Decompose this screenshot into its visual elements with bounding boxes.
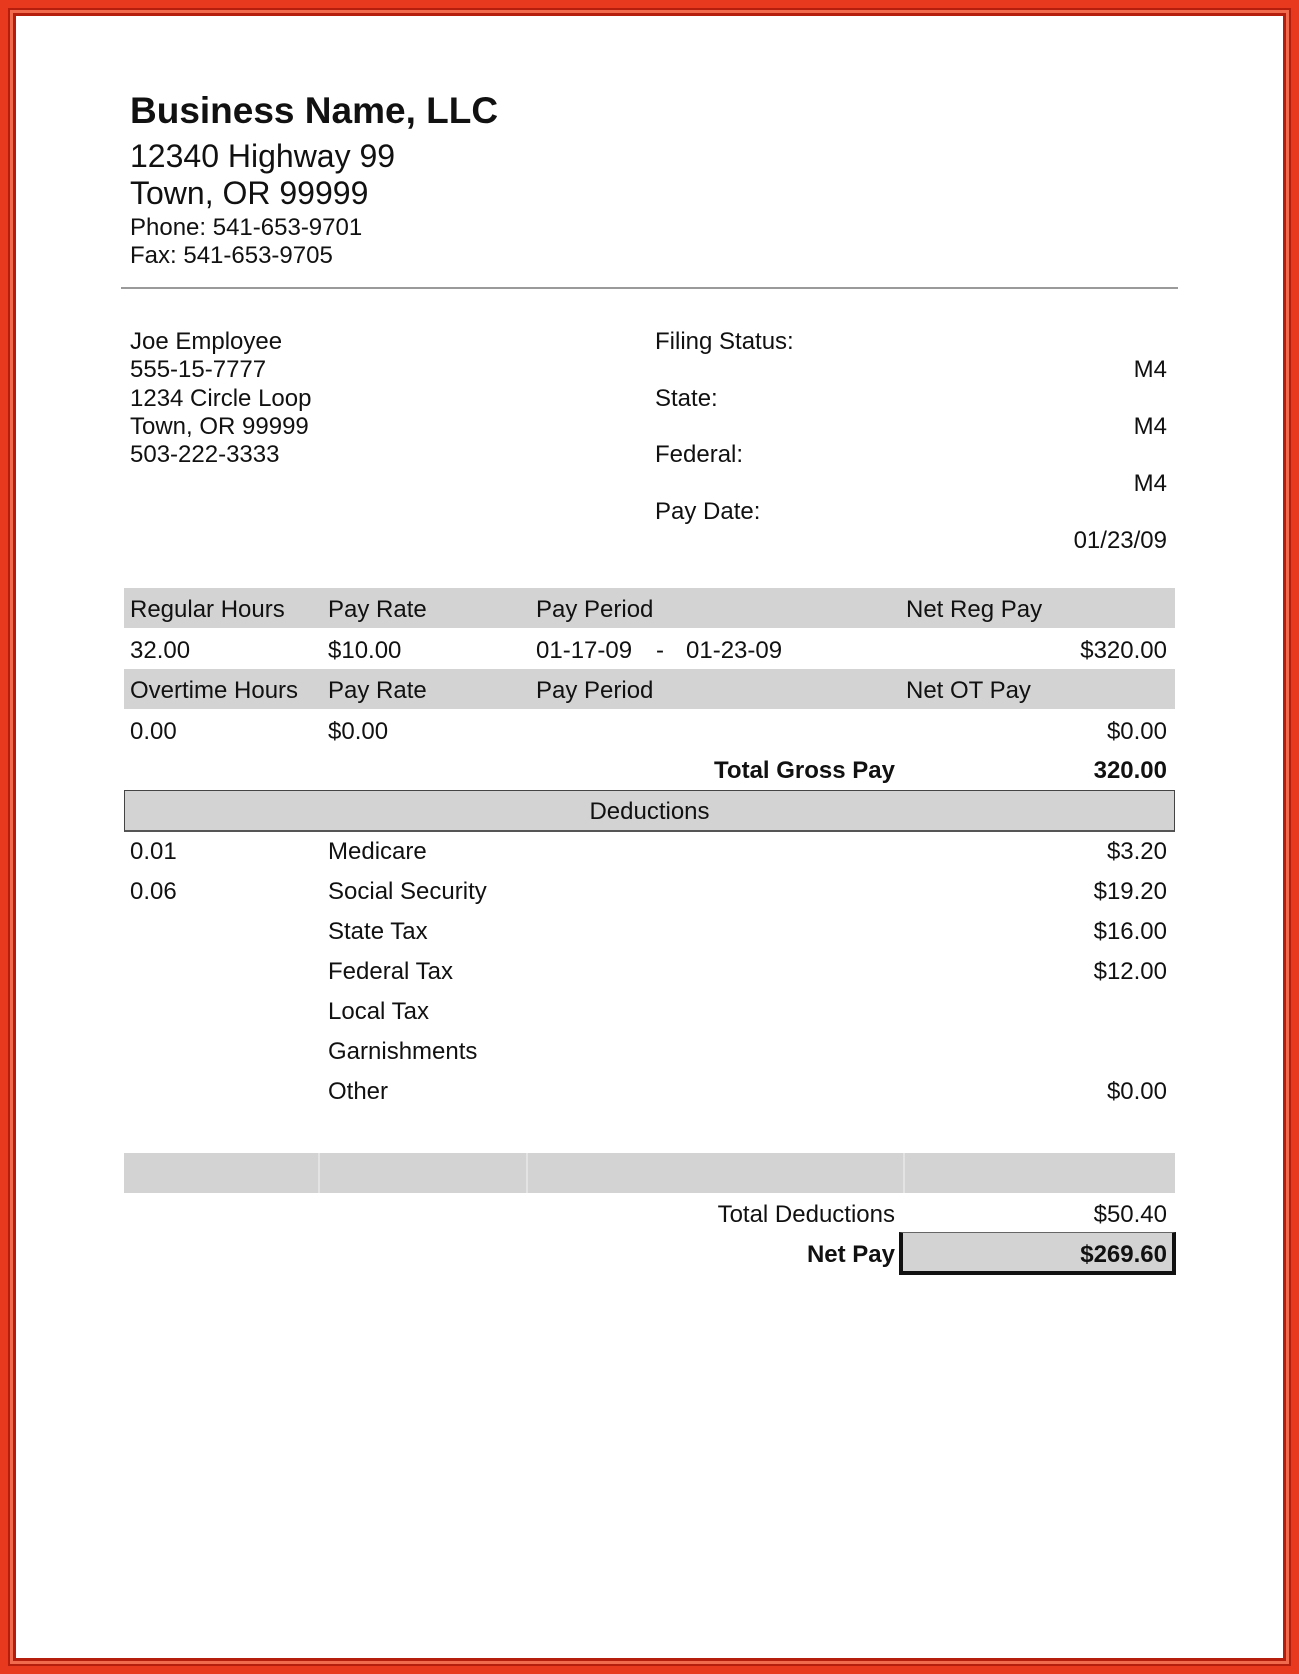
business-address-line2: Town, OR 99999: [130, 175, 369, 211]
total-gross-pay-label: Total Gross Pay: [714, 757, 895, 784]
regular-pay-rate-header: Pay Rate: [328, 596, 427, 623]
federal-tax-label: Federal Tax: [328, 958, 453, 985]
overtime-pay-period-header: Pay Period: [536, 677, 654, 704]
total-deductions-label: Total Deductions: [717, 1201, 895, 1228]
net-reg-pay-value: $320.00: [1080, 637, 1167, 664]
deductions-title: Deductions: [589, 798, 710, 825]
total-gross-pay-value: 320.00: [1093, 757, 1167, 784]
local-tax-label: Local Tax: [328, 998, 429, 1025]
pay-date-label: Pay Date:: [655, 498, 761, 525]
net-ot-pay-header: Net OT Pay: [906, 677, 1031, 704]
federal-tax-amount: $12.00: [1093, 958, 1167, 985]
filing-status-value: M4: [1133, 356, 1167, 383]
employee-ssn: 555-15-7777: [130, 356, 267, 383]
state-label: State:: [655, 385, 718, 412]
overtime-pay-rate-value: $0.00: [328, 718, 389, 745]
state-tax-amount: $16.00: [1093, 918, 1167, 945]
medicare-amount: $3.20: [1106, 838, 1167, 865]
pay-date-value: 01/23/09: [1073, 527, 1167, 554]
other-label: Other: [328, 1078, 389, 1105]
pay-period-start: 01-17-09: [536, 637, 633, 664]
regular-pay-period-header: Pay Period: [536, 596, 654, 623]
business-address-line1: 12340 Highway 99: [130, 138, 396, 174]
employee-name: Joe Employee: [130, 328, 283, 355]
employee-phone: 503-222-3333: [130, 441, 280, 468]
social-security-label: Social Security: [328, 878, 487, 905]
employee-address-line2: Town, OR 99999: [130, 413, 309, 440]
social-security-rate: 0.06: [130, 878, 177, 905]
regular-pay-rate-value: $10.00: [328, 637, 402, 664]
federal-value: M4: [1133, 470, 1167, 497]
business-name: Business Name, LLC: [130, 90, 499, 131]
pay-period-end: 01-23-09: [686, 637, 783, 664]
state-tax-label: State Tax: [328, 918, 428, 945]
filing-status-label: Filing Status:: [655, 328, 794, 355]
business-phone: Phone: 541-653-9701: [130, 214, 363, 241]
medicare-label: Medicare: [328, 838, 427, 865]
federal-label: Federal:: [655, 441, 744, 468]
overtime-pay-rate-header: Pay Rate: [328, 677, 427, 704]
total-deductions-value: $50.40: [1093, 1201, 1167, 1228]
employee-address-line1: 1234 Circle Loop: [130, 385, 312, 412]
social-security-amount: $19.20: [1093, 878, 1167, 905]
overtime-hours-header: Overtime Hours: [130, 677, 299, 704]
medicare-rate: 0.01: [130, 838, 177, 865]
garnishments-label: Garnishments: [328, 1038, 478, 1065]
state-value: M4: [1133, 413, 1167, 440]
regular-hours-value: 32.00: [130, 637, 191, 664]
net-pay-value: $269.60: [1080, 1241, 1167, 1268]
business-fax: Fax: 541-653-9705: [130, 242, 333, 269]
net-pay-label: Net Pay: [806, 1241, 895, 1268]
net-ot-pay-value: $0.00: [1106, 718, 1167, 745]
other-amount: $0.00: [1106, 1078, 1167, 1105]
pay-period-separator: -: [656, 637, 664, 664]
regular-hours-header: Regular Hours: [130, 596, 285, 623]
overtime-hours-value: 0.00: [130, 718, 177, 745]
net-reg-pay-header: Net Reg Pay: [906, 596, 1043, 623]
